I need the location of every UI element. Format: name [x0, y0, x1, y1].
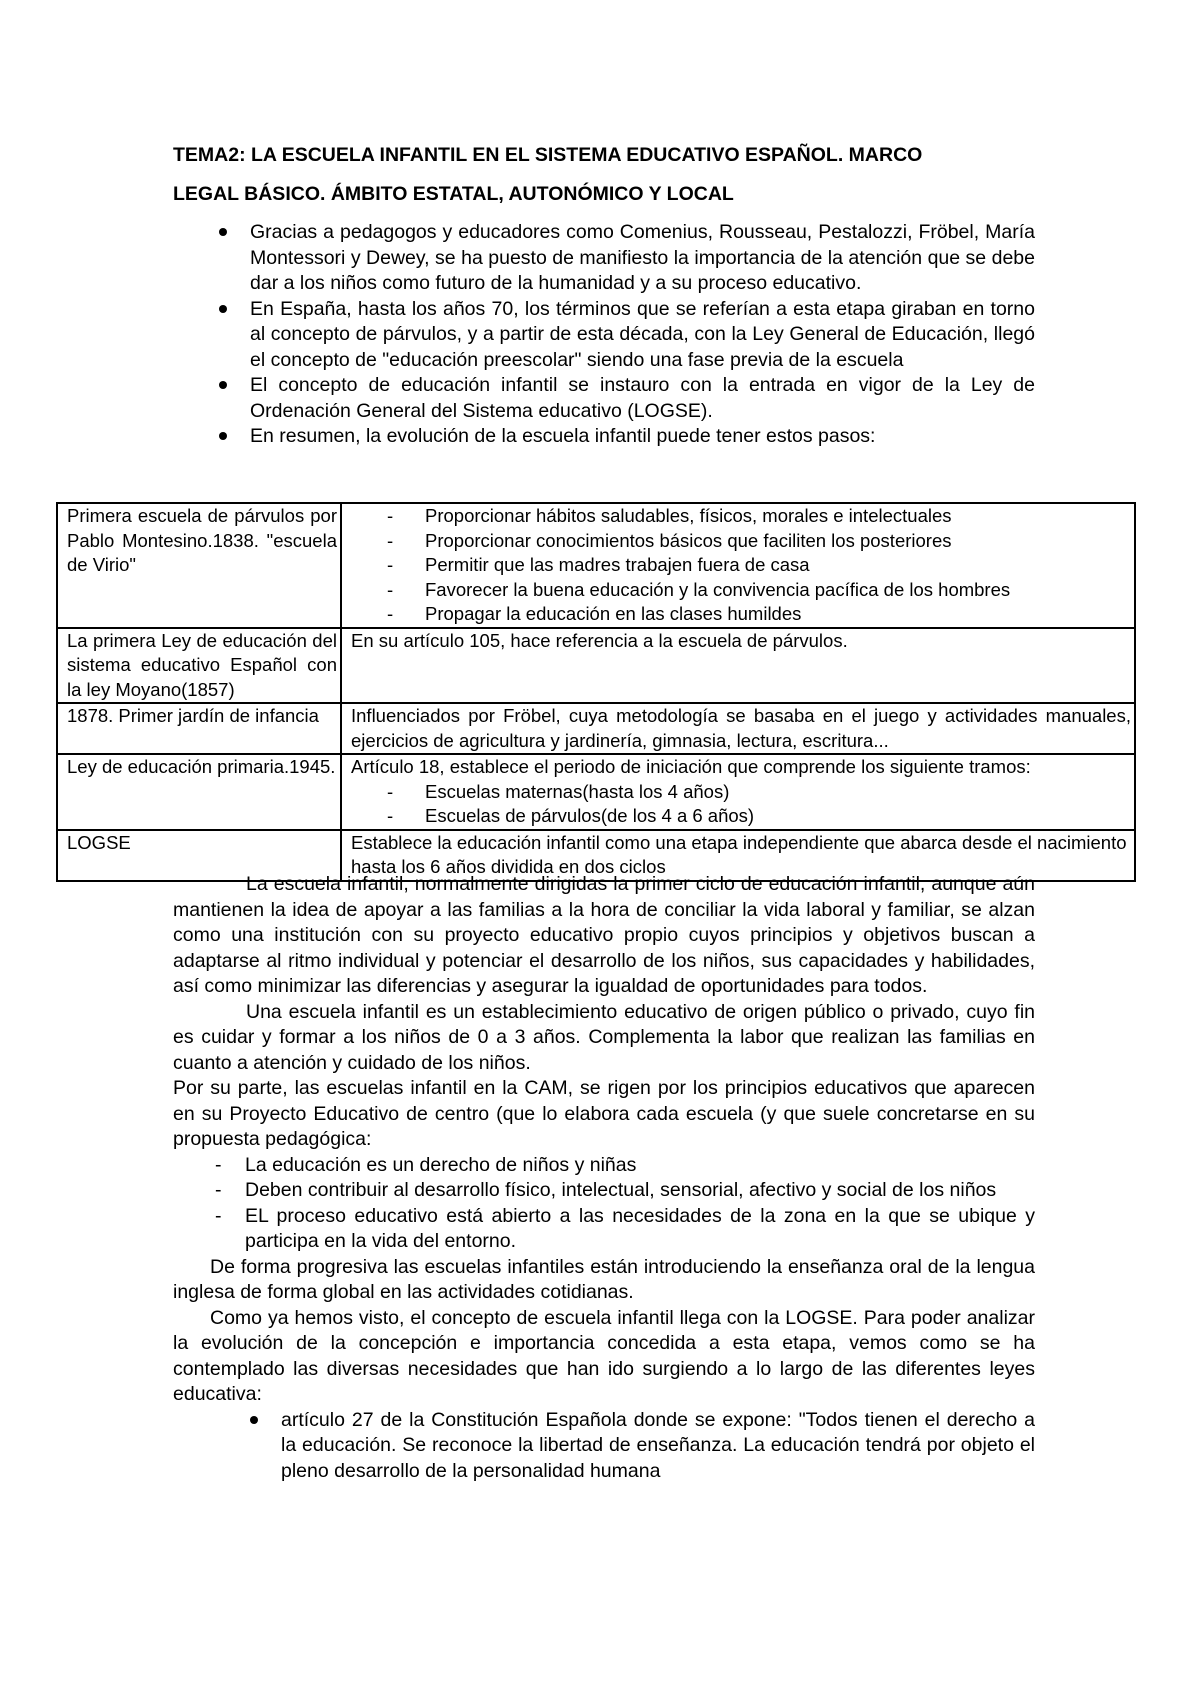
article-text: Artículo 18, establece el periodo de iniciación que comprende los siguiente tramos:	[351, 756, 1031, 777]
table-cell-description	[341, 754, 1135, 830]
intro-bullet-list	[250, 220, 1035, 450]
list-item: - Favorecer la buena educación y la convivencia pacífica de los hombres	[351, 578, 1131, 603]
evolution-table	[56, 502, 1136, 882]
document-title-line-2: LEGAL BÁSICO. ÁMBITO ESTATAL, AUTONÓMICO Y LOCAL	[173, 183, 734, 205]
table-row	[57, 503, 1135, 628]
paragraph: Por su parte, las escuelas infantil en la CAM, se rigen por los principios educativos que aparecen en su Proyecto Educativo de centro (que lo elabora cada escuela (y que suele concretarse en su propuesta pedagógica:	[173, 1077, 1035, 1150]
list-item: - La educación es un derecho de niños y niñas	[173, 1153, 1035, 1179]
paragraph: La escuela infantil, normalmente dirigidas la primer ciclo de educación infantil, aunque aún mantienen la idea de apoyar a las familias a la hora de conciliar la vida laboral y familiar, se alzan como una institución con su proyecto educativo propio cuyos principios y objetivos buscan a adaptarse al ritmo individual y potenciar el desarrollo de los niños, sus capacidades y habilidades, así como minimizar las diferencias y asegurar la igualdad de oportunidades para todos.	[173, 873, 1035, 997]
tramos-list	[351, 780, 1131, 829]
intro-bullet-text: Gracias a pedagogos y educadores como Comenius, Rousseau, Pestalozzi, Fröbel, María Montessori y Dewey, se ha puesto de manifiesto la importancia de la atención que se debe dar a los niños como futuro de la humanidad y a su proceso educativo.	[250, 221, 1035, 294]
list-item: - Permitir que las madres trabajen fuera de casa	[351, 553, 1131, 578]
bullet-icon	[219, 381, 227, 389]
intro-bullet-item	[250, 373, 1035, 424]
intro-bullet-text: El concepto de educación infantil se instauro con la entrada en vigor de la Ley de Ordenación General del Sistema educativo (LOGSE).	[250, 374, 1035, 422]
list-item: - Proporcionar hábitos saludables, físicos, morales e intelectuales	[351, 504, 1131, 529]
table-cell-period: LOGSE	[57, 830, 341, 881]
laws-bullet-text: artículo 27 de la Constitución Española donde se expone: "Todos tienen el derecho a la educación. Se reconoce la libertad de enseñanza. La educación tendrá por objeto el pleno desarrollo de la personalidad humana	[281, 1408, 1035, 1482]
objectives-list	[351, 504, 1131, 627]
intro-bullet-item	[250, 220, 1035, 297]
laws-bullet-list	[173, 1408, 1035, 1485]
table-cell-description	[341, 503, 1135, 628]
table-cell-period: Ley de educación primaria.1945.	[57, 754, 341, 830]
table-cell-period: Primera escuela de párvulos por Pablo Montesino.1838. "escuela de Virio"	[57, 503, 341, 628]
table-cell-description: En su artículo 105, hace referencia a la escuela de párvulos.	[341, 628, 1135, 704]
bullet-icon	[219, 432, 227, 440]
intro-bullet-text: En España, hasta los años 70, los términos que se referían a esta etapa giraban en torno al concepto de párvulos, y a partir de esta década, con la Ley General de Educación, llegó el concepto de "educación preescolar" siendo una fase previa de la escuela	[250, 297, 1035, 371]
bullet-icon	[219, 305, 227, 313]
list-item: - Escuelas maternas(hasta los 4 años)	[351, 780, 1131, 805]
body-text	[173, 872, 1035, 1484]
table-row	[57, 754, 1135, 830]
list-item: - Proporcionar conocimientos básicos que faciliten los posteriores	[351, 529, 1131, 554]
bullet-icon	[219, 228, 227, 236]
table-cell-period: 1878. Primer jardín de infancia	[57, 703, 341, 754]
paragraph: Una escuela infantil es un establecimiento educativo de origen público o privado, cuyo fin es cuidar y formar a los niños de 0 a 3 años. Complementa la labor que realizan las familias en cuanto a atención y cuidado de los niños.	[173, 1000, 1035, 1074]
list-item: - Escuelas de párvulos(de los 4 a 6 años)	[351, 804, 1131, 829]
table-row	[57, 703, 1135, 754]
list-item: - EL proceso educativo está abierto a las necesidades de la zona en la que se ubique y participa en la vida del entorno.	[173, 1204, 1035, 1255]
table-cell-period: La primera Ley de educación del sistema educativo Español con la ley Moyano(1857)	[57, 628, 341, 704]
list-item: - Deben contribuir al desarrollo físico, intelectual, sensorial, afectivo y social de los niños	[173, 1178, 1035, 1204]
laws-bullet-item	[281, 1408, 1035, 1485]
list-item: - Propagar la educación en las clases humildes	[351, 602, 1131, 627]
intro-bullet-item	[250, 297, 1035, 374]
table-cell-description: Influenciados por Fröbel, cuya metodología se basaba en el juego y actividades manuales, ejercicios de agricultura y jardinería, gimnasia, lectura, escritura...	[341, 703, 1135, 754]
principles-list	[173, 1153, 1035, 1255]
document-title-line-1: TEMA2: LA ESCUELA INFANTIL EN EL SISTEMA EDUCATIVO ESPAÑOL. MARCO	[173, 144, 923, 166]
paragraph: Como ya hemos visto, el concepto de escuela infantil llega con la LOGSE. Para poder analizar la evolución de la concepción e importancia concedida a esta etapa, vemos como se ha contemplado las diversas necesidades que han ido surgiendo a lo largo de las diferentes leyes educativa:	[173, 1306, 1035, 1405]
table-cell-description: Establece la educación infantil como una etapa independiente que abarca desde el nacimiento hasta los 6 años dividida en dos ciclos	[341, 830, 1135, 881]
paragraph: De forma progresiva las escuelas infantiles están introduciendo la enseñanza oral de la lengua inglesa de forma global en las actividades cotidianas.	[173, 1255, 1035, 1303]
bullet-icon	[250, 1416, 258, 1424]
intro-bullet-text: En resumen, la evolución de la escuela infantil puede tener estos pasos:	[250, 425, 876, 447]
intro-bullet-item	[250, 424, 1035, 450]
table-row	[57, 628, 1135, 704]
